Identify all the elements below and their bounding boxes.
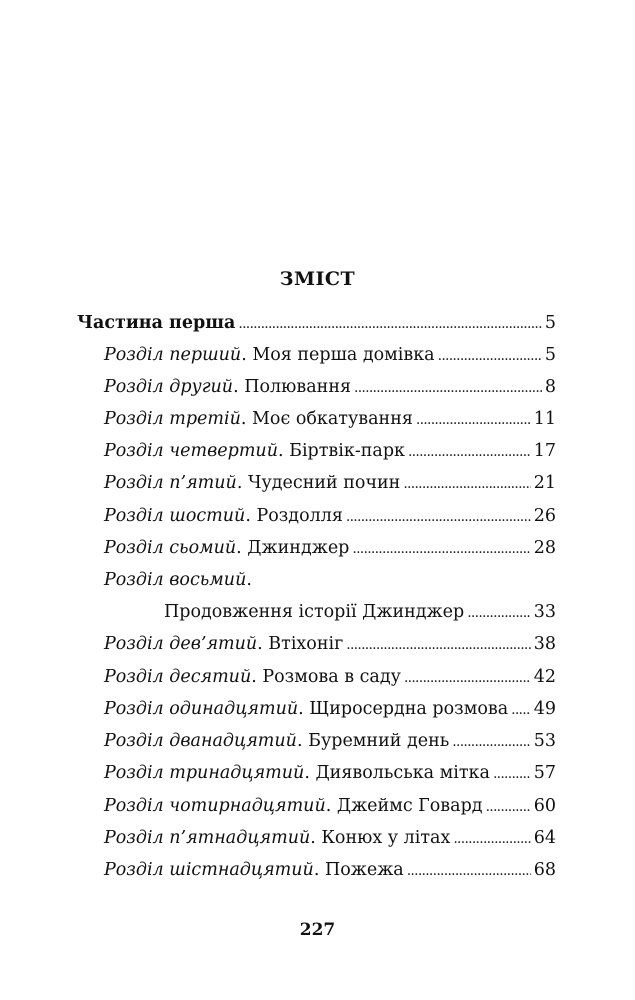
toc-page-number: 17 (533, 441, 556, 461)
toc-chapter-10[interactable] (104, 665, 556, 690)
toc-page-number: 57 (533, 763, 556, 783)
toc-page-number: 33 (533, 602, 556, 622)
toc-chapter-12[interactable] (104, 729, 556, 754)
chapter-title: Продовження історії Джинджер (164, 602, 465, 622)
toc-page-number: 5 (544, 345, 556, 365)
dot-leader (511, 697, 531, 722)
chapter-title: . Джинджер (236, 538, 350, 558)
toc-page-number: 11 (533, 409, 556, 429)
toc-chapter-11[interactable] (104, 697, 556, 722)
toc-page-number: 21 (533, 473, 556, 493)
chapter-title: . Моя перша домівка (241, 345, 435, 365)
chapter-title: . Диявольська мітка (304, 763, 490, 783)
page-number: 227 (299, 920, 336, 940)
chapter-prefix: Розділ перший (104, 345, 242, 365)
dot-leader (346, 632, 530, 657)
toc-chapter-16[interactable] (104, 858, 556, 883)
chapter-prefix: Розділ дванадцятий (104, 731, 297, 751)
chapter-prefix: Розділ сьомий (104, 538, 237, 558)
toc-page-number: 8 (544, 377, 556, 397)
toc-page-number: 42 (533, 667, 556, 687)
chapter-prefix: Розділ дев’ятий (104, 634, 258, 654)
toc-page-number: 64 (533, 828, 556, 848)
dot-leader (486, 794, 531, 819)
dot-leader (354, 375, 542, 400)
chapter-title: . Буремний день (296, 731, 450, 751)
chapter-title: . Біртвік-парк (277, 441, 405, 461)
chapter-prefix: Розділ тринадцятий (104, 763, 305, 783)
chapter-title: . Втіхоніг (257, 634, 344, 654)
chapter-prefix: Розділ п’ятий (104, 473, 237, 493)
chapter-title: . (246, 570, 252, 590)
toc-chapter-7[interactable] (104, 536, 556, 561)
toc-page-number: 49 (533, 699, 556, 719)
toc-chapter-14[interactable] (104, 794, 556, 819)
chapter-title: . Щиросердна розмова (298, 699, 509, 719)
toc-page-number: 28 (533, 538, 556, 558)
chapter-prefix: Розділ шістнадцятий (104, 860, 314, 880)
toc-chapter-8[interactable] (104, 568, 556, 592)
dot-leader (238, 311, 541, 336)
toc-part-heading[interactable] (77, 311, 556, 336)
dot-leader (467, 600, 531, 625)
toc-page-number: 60 (533, 796, 556, 816)
chapter-title: . Чудесний почин (236, 473, 401, 493)
toc-chapter-2[interactable] (104, 375, 556, 400)
toc-chapter-9[interactable] (104, 632, 556, 657)
chapter-title: . Моє обкатування (240, 409, 413, 429)
toc-chapter-15[interactable] (104, 826, 556, 851)
dot-leader (407, 858, 531, 883)
page-title: ЗМІСТ (279, 268, 356, 290)
dot-leader (452, 729, 530, 754)
chapter-prefix: Розділ другий (104, 377, 234, 397)
toc-page-number: 53 (533, 731, 556, 751)
toc-chapter-5[interactable] (104, 471, 556, 496)
chapter-prefix: Розділ десятий (104, 667, 252, 687)
chapter-prefix: Розділ восьмий (104, 570, 247, 590)
chapter-prefix: Розділ п’ятнадцятий (104, 828, 311, 848)
chapter-title: . Розмова в саду (251, 667, 401, 687)
dot-leader (403, 471, 530, 496)
dot-leader (493, 761, 531, 786)
toc-page-number: 26 (533, 506, 556, 526)
dot-leader (408, 439, 531, 464)
chapter-title: . Конюх у літах (310, 828, 451, 848)
toc-chapter-13[interactable] (104, 761, 556, 786)
toc-chapter-8-continuation[interactable] (164, 600, 556, 625)
dot-leader (416, 407, 531, 432)
chapter-prefix: Розділ одинадцятий (104, 699, 299, 719)
dot-leader (404, 665, 531, 690)
chapter-title: . Джеймс Говард (325, 796, 483, 816)
chapter-prefix: Розділ шостий (104, 506, 246, 526)
chapter-prefix: Розділ чотирнадцятий (104, 796, 326, 816)
toc-chapter-6[interactable] (104, 504, 556, 529)
toc-page-number: 68 (533, 860, 556, 880)
toc-chapter-3[interactable] (104, 407, 556, 432)
chapter-title: . Пожежа (313, 860, 404, 880)
toc-chapter-1[interactable] (104, 343, 556, 368)
dot-leader (352, 536, 530, 561)
dot-leader (453, 826, 530, 851)
dot-leader (346, 504, 531, 529)
chapter-prefix: Розділ четвертий (104, 441, 278, 461)
chapter-prefix: Розділ третій (104, 409, 241, 429)
toc-page-number: 5 (544, 313, 556, 333)
dot-leader (438, 343, 542, 368)
chapter-title: . Полювання (233, 377, 352, 397)
chapter-title: . Роздолля (245, 506, 343, 526)
toc-chapter-4[interactable] (104, 439, 556, 464)
toc-page-number: 38 (533, 634, 556, 654)
toc-part-label: Частина перша (77, 313, 236, 333)
